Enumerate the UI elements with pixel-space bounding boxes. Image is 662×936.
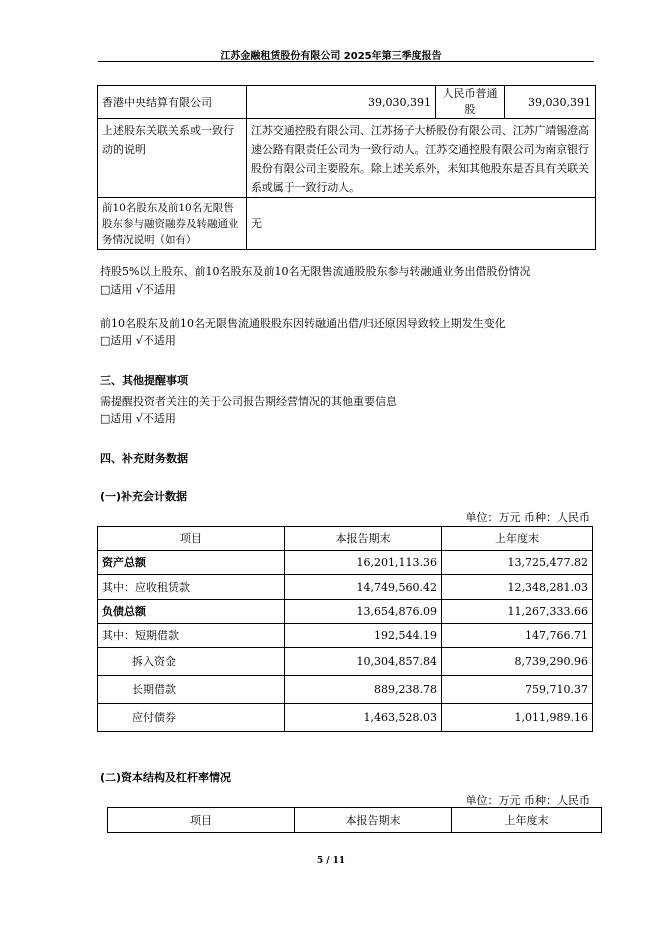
- row-prior: 1,011,989.16: [442, 704, 593, 732]
- page-number: 5 / 11: [316, 856, 346, 866]
- lending-options: □适用 √不适用: [100, 283, 176, 296]
- row-item: 其中：应收租赁款: [98, 575, 285, 600]
- shareholder-name: 香港中央结算有限公司: [98, 86, 247, 119]
- shareholder-table: [97, 85, 596, 250]
- row-item: 长期借款: [98, 676, 285, 704]
- row-current: 14,749,560.42: [285, 575, 442, 600]
- relation-label: 上述股东关联关系或一致行动的说明: [98, 119, 247, 198]
- row-item: 资产总额: [98, 551, 285, 575]
- row-item: 其中：短期借款: [98, 624, 285, 648]
- lending-note: 持股5%以上股东、前10名股东及前10名无限售流通股股东参与转融通业务出借股份情况: [100, 265, 531, 278]
- row-current: 13,654,876.09: [285, 600, 442, 624]
- row-prior: 12,348,281.03: [442, 575, 593, 600]
- row-prior: 8,739,290.96: [442, 648, 593, 676]
- table-row: [98, 600, 593, 624]
- table-row: [98, 648, 593, 676]
- reminder-options: □适用 √不适用: [100, 412, 176, 425]
- table-row: [98, 624, 593, 648]
- row-current: 16,201,113.36: [285, 551, 442, 575]
- unit-label: 单位：万元 币种：人民币: [465, 511, 590, 524]
- row-prior: 13,725,477.82: [442, 551, 593, 575]
- table-row: [98, 119, 596, 198]
- change-options: □适用 √不适用: [100, 334, 176, 347]
- sub-one-title: (一)补充会计数据: [100, 490, 188, 503]
- table-row: [98, 551, 593, 575]
- row-current: 10,304,857.84: [285, 648, 442, 676]
- row-item: 应付债券: [98, 704, 285, 732]
- section-four-title: 四、补充财务数据: [100, 452, 188, 465]
- relation-text: 江苏交通控股有限公司、江苏扬子大桥股份有限公司、江苏广靖锡澄高速公路有限责任公司为一致行动人。江苏交通控股有限公司为南京银行股份有限公司主要股东。除上述关系外，未知其他股东是否具有关联关系或属于一致行动人。: [247, 119, 596, 198]
- row-current: 889,238.78: [285, 676, 442, 704]
- row-current: 192,544.19: [285, 624, 442, 648]
- table-row: [98, 704, 593, 732]
- column-header: 项目: [108, 808, 295, 833]
- table-row: [98, 676, 593, 704]
- shareholder-shares: 39,030,391: [247, 86, 436, 119]
- page-header: 江苏金融租赁股份有限公司 2025年第三季度报告: [220, 51, 442, 62]
- column-header: 本报告期末: [295, 808, 452, 833]
- column-header: 上年度末: [442, 527, 593, 551]
- table-header-row: [98, 527, 593, 551]
- table-header-row: [108, 808, 602, 833]
- accounting-table: [97, 526, 593, 732]
- row-prior: 11,267,333.66: [442, 600, 593, 624]
- share-type: 人民币普通股: [436, 86, 505, 119]
- row-item: 拆入资金: [98, 648, 285, 676]
- row-prior: 759,710.37: [442, 676, 593, 704]
- section-three-title: 三、其他提醒事项: [100, 374, 188, 387]
- column-header: 本报告期末: [285, 527, 442, 551]
- row-prior: 147,766.71: [442, 624, 593, 648]
- table-row: [98, 86, 596, 119]
- margin-label: 前10名股东及前10名无限售股东参与融资融券及转融通业务情况说明（如有）: [98, 198, 247, 250]
- margin-text: 无: [247, 198, 596, 250]
- column-header: 项目: [98, 527, 285, 551]
- capital-table: [107, 807, 602, 833]
- sub-two-title: (二)资本结构及杠杆率情况: [100, 771, 232, 784]
- reminder-note: 需提醒投资者关注的关于公司报告期经营情况的其他重要信息: [100, 395, 397, 408]
- table-row: [98, 198, 596, 250]
- share-count: 39,030,391: [505, 86, 596, 119]
- row-current: 1,463,528.03: [285, 704, 442, 732]
- row-item: 负债总额: [98, 600, 285, 624]
- table-row: [98, 575, 593, 600]
- unit-label: 单位：万元 币种：人民币: [465, 794, 590, 807]
- change-note: 前10名股东及前10名无限售流通股股东因转融通出借/归还原因导致较上期发生变化: [100, 317, 506, 330]
- header-rule: [98, 61, 594, 62]
- column-header: 上年度末: [452, 808, 602, 833]
